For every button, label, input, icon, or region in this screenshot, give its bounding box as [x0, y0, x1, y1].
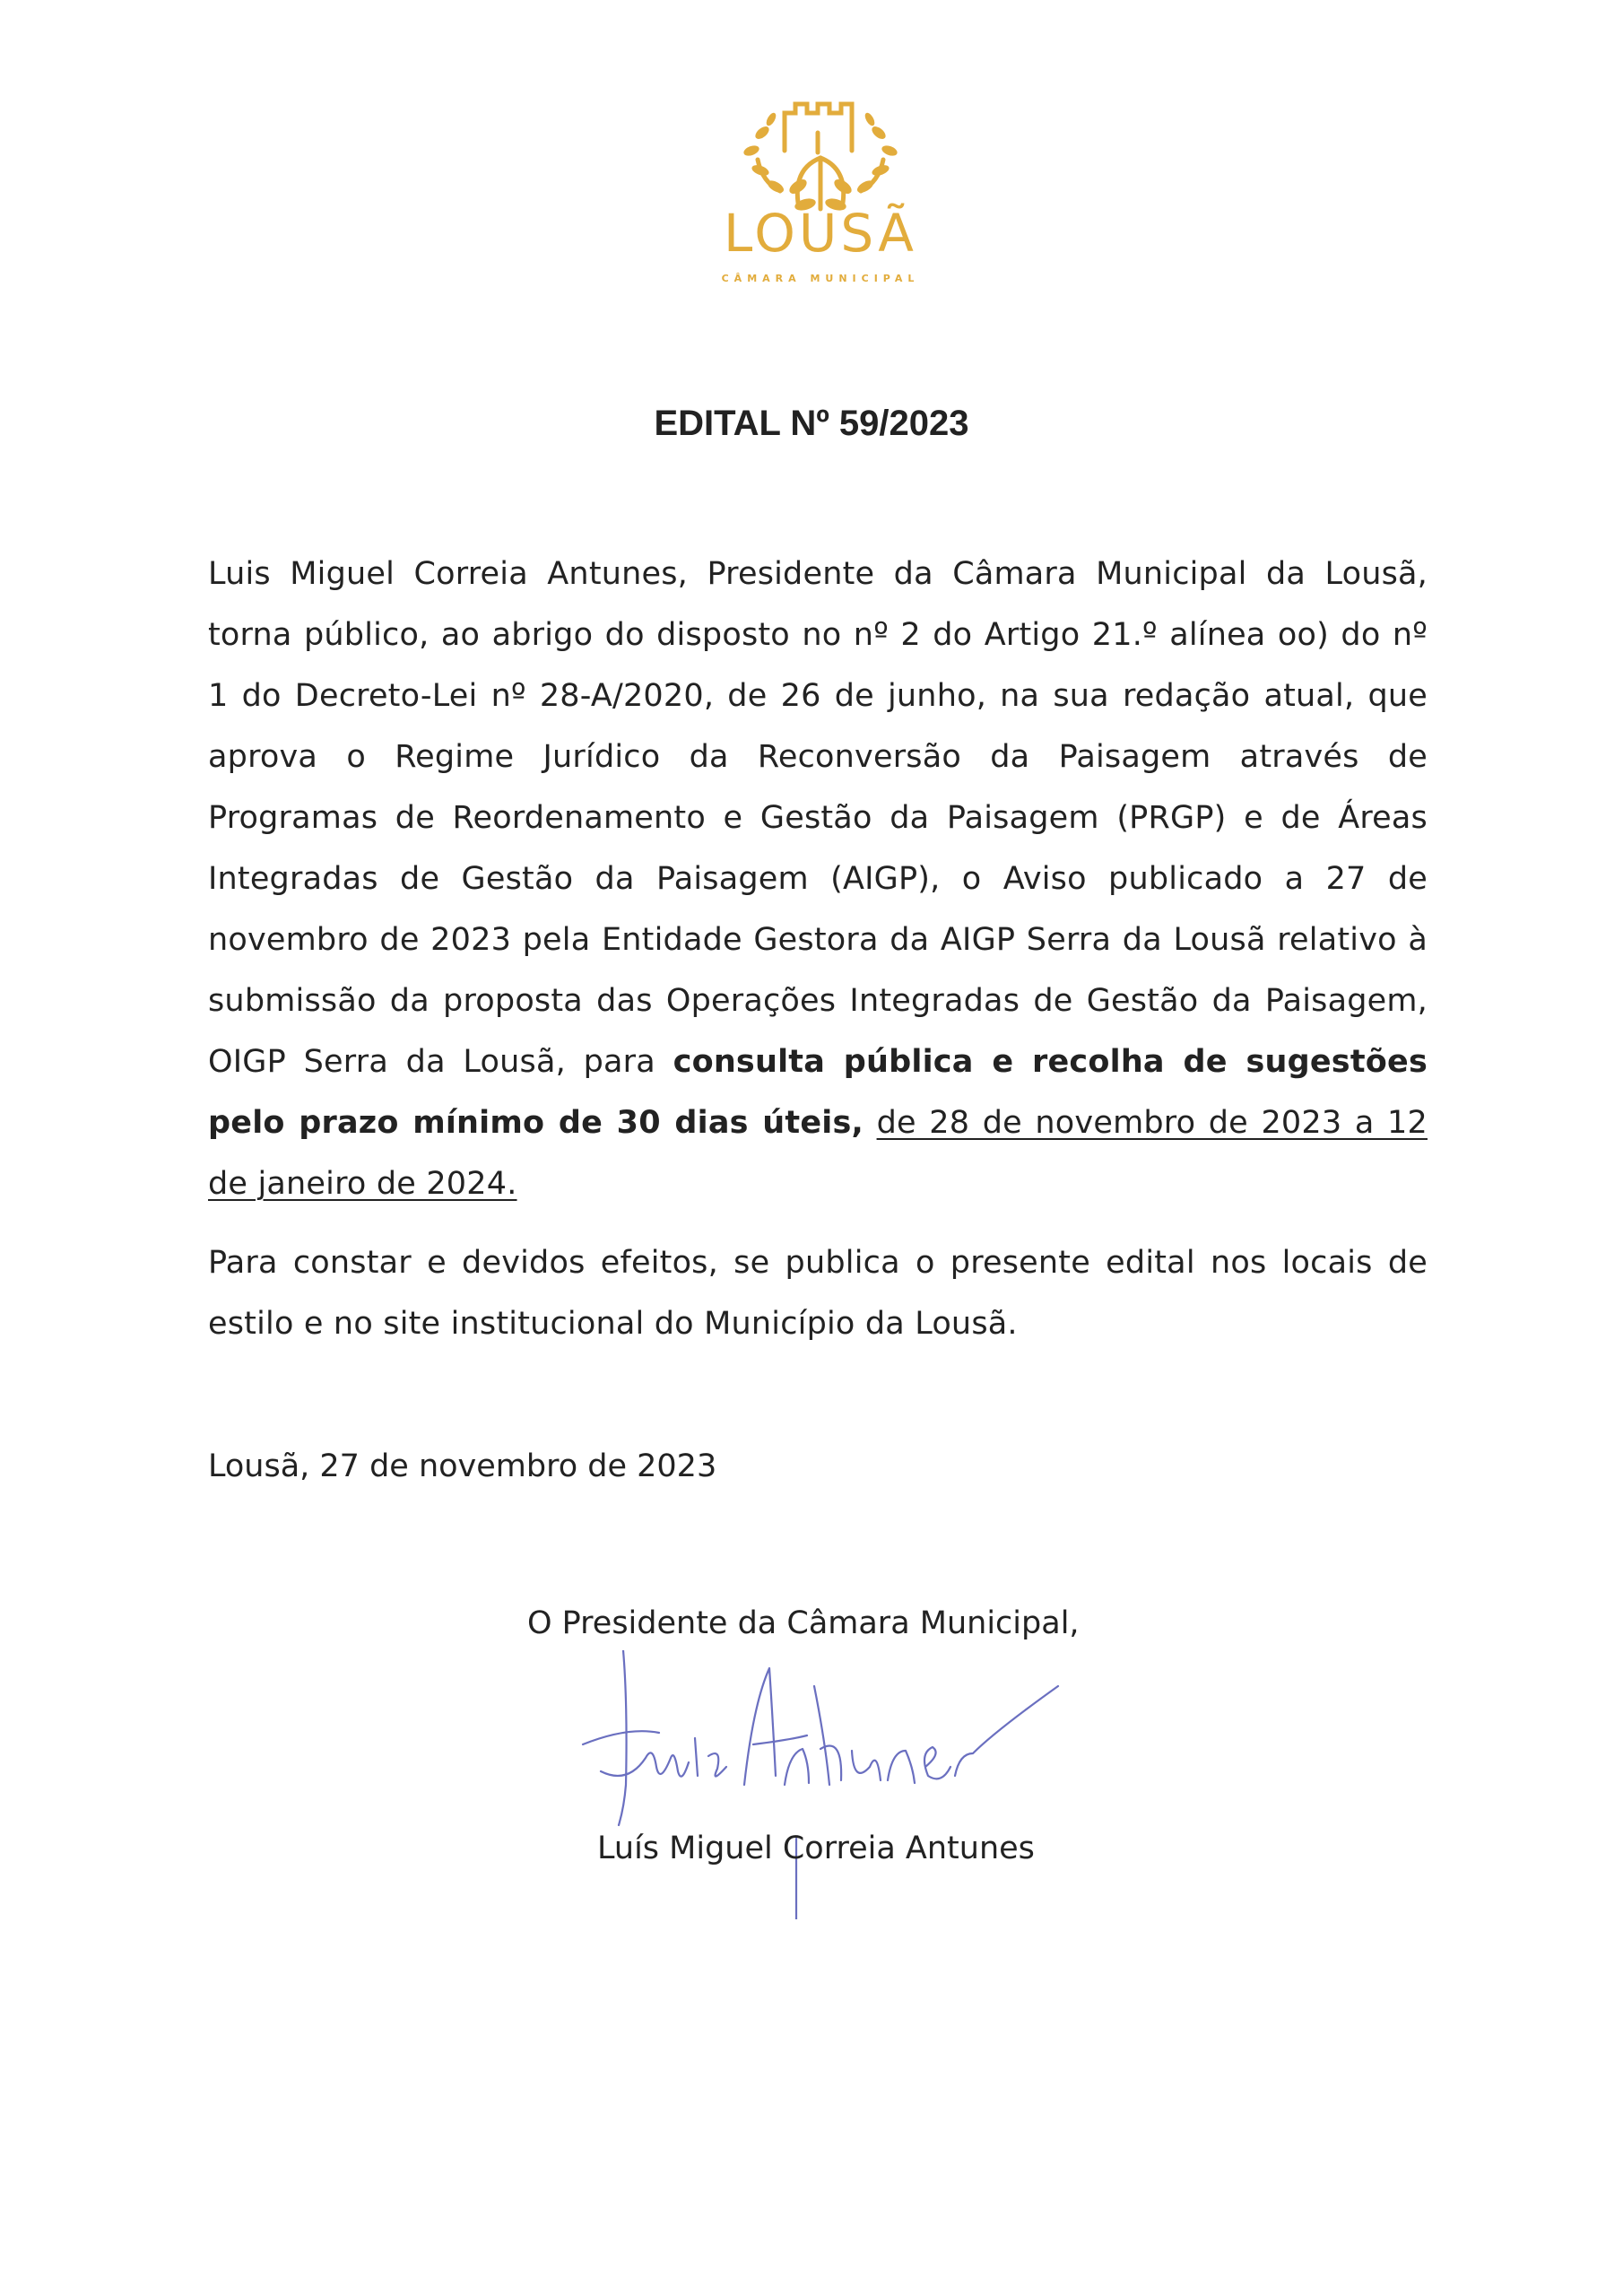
paragraph-announcement [208, 544, 1428, 1214]
paragraph-bold-text: consulta pública e recolha de sugestões pelo prazo mínimo de 30 dias úteis, [208, 1044, 1428, 1141]
paragraph-lead-text: Luis Miguel Correia Antunes, Presidente da Câmara Municipal da Lousã, torna público, ao abrigo do disposto no nº 2 do Artigo 21.º alínea oo) do nº 1 do Decreto-Lei nº 28-A/2020, de 26 de junho, na sua redação atual, que aprova o Regime Jurídico da Reconversão da Paisagem através de Programas de Reordenamento e Gestão da Paisagem (PRGP) e de Áreas Integradas de Gestão da Paisagem (AIGP), o Aviso publicado a 27 de novembro de 2023 pela Entidade Gestora da AIGP Serra da Lousã relativo à submissão da proposta das Operações Integradas de Gestão da Paisagem, OIGP Serra da Lousã, para [208, 556, 1428, 1080]
signatory-role: O Presidente da Câmara Municipal, [527, 1605, 1080, 1641]
paragraph-period-underlined: de 28 de novembro de 2023 a 12 de janeiro de 2024. [208, 1105, 1428, 1202]
handwritten-signature [574, 1650, 1076, 1919]
municipality-logo [708, 97, 933, 303]
signatory-name: Luís Miguel Correia Antunes [597, 1831, 1035, 1866]
logo-wordmark: LOUSÃ [724, 203, 917, 264]
place-date: Lousã, 27 de novembro de 2023 [208, 1448, 717, 1484]
paragraph-publication: Para constar e devidos efeitos, se publica o presente edital nos locais de estilo e no site institucional do Município da Lousã. [208, 1245, 1428, 1342]
logo-subtitle: CÂMARA MUNICIPAL [721, 273, 920, 284]
document-title: EDITAL Nº 59/2023 [654, 404, 969, 443]
castle-tree-emblem [708, 97, 933, 213]
edital-body [208, 544, 1428, 1354]
